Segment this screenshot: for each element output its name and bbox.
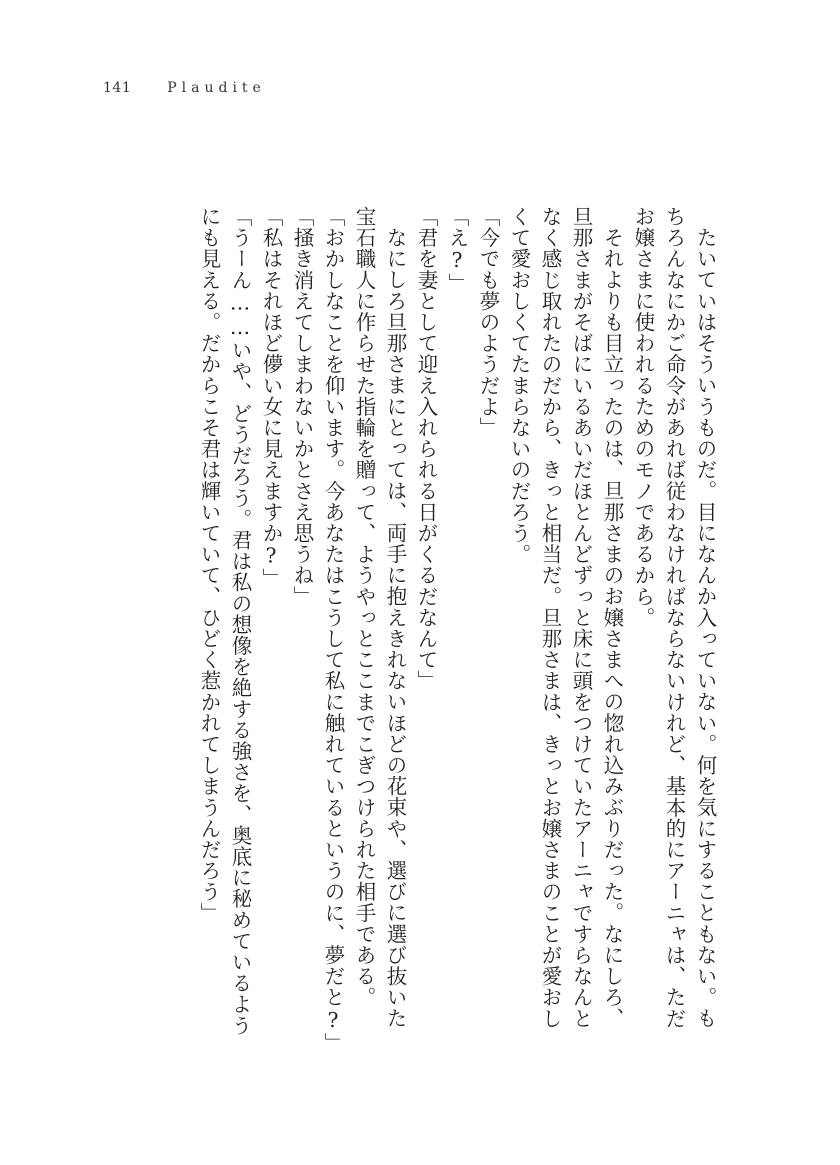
dialogue-line: 「おかしなことを仰います。今あなたはこうして私に触れているというのに、夢だと?」 <box>321 206 345 1054</box>
paragraph-narration-3: なにしろ旦那さまにとっては、両手に抱えきれないほどの花束や、選びに選び抜いた宝石職人に作らせた指輪を贈って、ようやっとここまでこぎつけられた相手である。 <box>352 206 407 1029</box>
dialogue-line: 「君を妻として迎え入れられる日がくるだなんて」 <box>414 206 438 692</box>
dialogue-line: 「掻き消えてしまわないかとさえ思うね」 <box>290 206 314 607</box>
paragraph-narration-1: たいていはそういうものだ。目になんか入っていない。何を気にすることもない。もちろんなにかご命令があれば従わなければならないけれど、基本的にアーニャは、ただお嬢さまに使われるためのモノであるから。 <box>631 206 717 1029</box>
page-number: 141 <box>103 80 132 96</box>
dialogue-line: 「うーん……いや、どうだろう。君は私の想像を絶する強さを、奥底に秘めているようにも見える。だからこそ君は輝いていて、ひどく惹かれてしまうんだろう」 <box>197 206 252 1036</box>
page-header <box>103 76 266 100</box>
paragraph-narration-2: それよりも目立ったのは、旦那さまのお嬢さまへの惚れ込みぶりだった。なにしろ、旦那さまがそばにいるあいだほとんどずっと床に頭をつけていたアーニャですらなんとなく感じ取れたのだから、きっと相当だ。旦那さまは、きっとお嬢さまのことが愛おしくて愛おしくてたまらないのだろう。 <box>507 206 624 1029</box>
dialogue-line: 「え?」 <box>445 206 469 294</box>
running-title: Plaudite <box>167 80 266 96</box>
novel-body-text <box>193 206 720 1054</box>
dialogue-line: 「私はそれほど儚い女に見えますか?」 <box>259 206 283 590</box>
dialogue-line: 「今でも夢のようだよ」 <box>476 206 500 439</box>
